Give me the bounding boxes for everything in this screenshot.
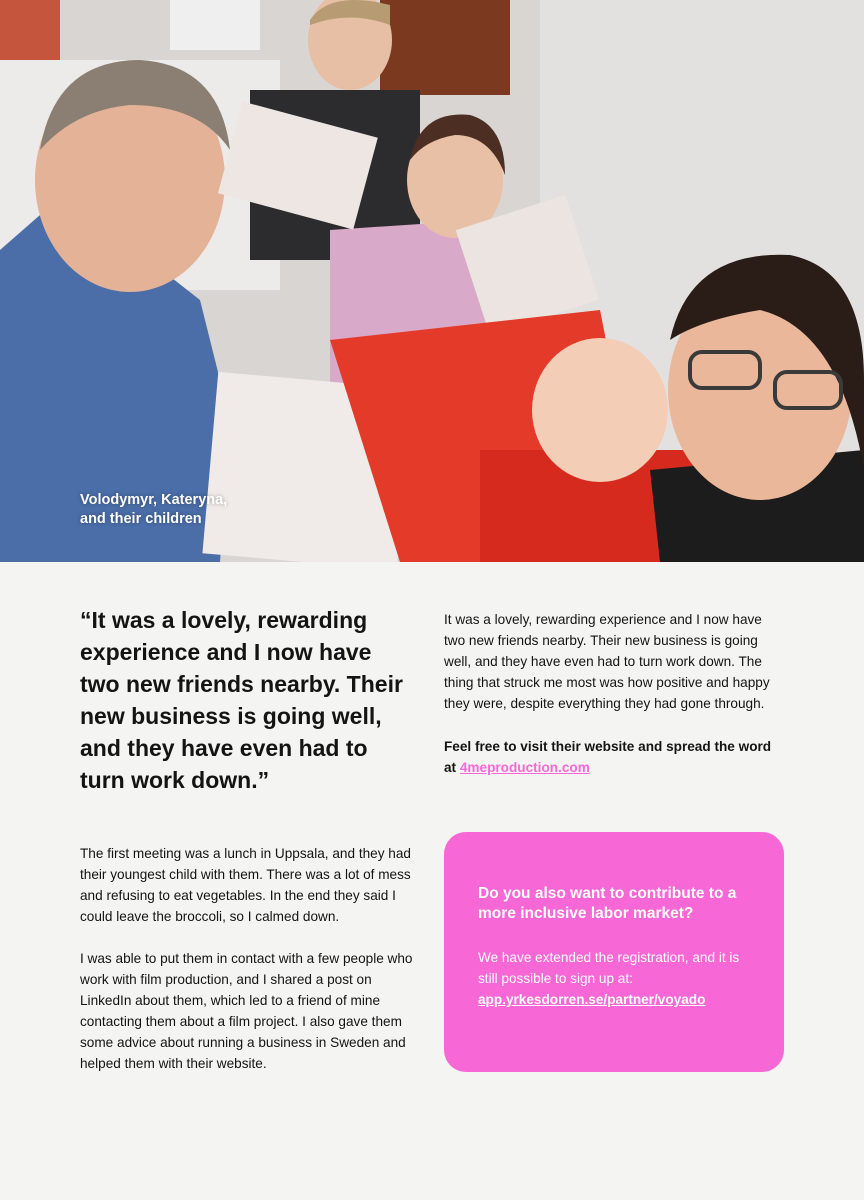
left-paragraph-1: The first meeting was a lunch in Uppsala, and they had their youngest child with them. There was a lot of mess and refusing to eat vegetables. In the end they said I could leave the broccoli, so I calmed down. (80, 846, 411, 924)
registration-link[interactable]: app.yrkesdorren.se/partner/voyado (478, 992, 706, 1007)
right-column (444, 609, 779, 778)
website-link[interactable]: 4meproduction.com (459, 760, 590, 775)
left-column (80, 843, 420, 1074)
website-cta-text: Feel free to visit their website and spread the word at (444, 739, 772, 775)
photo-caption-line2: and their children (80, 511, 202, 527)
family-photo (0, 0, 864, 562)
photo-caption-line1: Volodymyr, Kateryna, (80, 492, 228, 508)
left-paragraph-2: I was able to put them in contact with a few people who work with film production, and I shared a post on LinkedIn about them, which led to a friend of mine contacting them about a film project. I also gave them some advice about running a business in Sweden and helped them with their website. (80, 951, 413, 1071)
photo-caption (80, 491, 227, 529)
registration-callout (444, 832, 784, 1072)
callout-heading: Do you also want to contribute to a more inclusive labor market? (478, 885, 737, 922)
right-paragraph: It was a lovely, rewarding experience and I now have two new friends nearby. Their new business is going well, and they have even had to turn work down. The thing that struck me most was how positive and happy they were, despite everything they had gone through. (444, 612, 770, 711)
callout-body: We have extended the registration, and it is still possible to sign up at: (478, 950, 740, 986)
pull-quote: “It was a lovely, rewarding experience and I now have two new friends nearby. Their new business is going well, and they have even had to turn work down.” (80, 607, 403, 793)
family-photo-illustration (0, 0, 864, 562)
callout-text (478, 947, 750, 1010)
website-cta (444, 736, 779, 778)
